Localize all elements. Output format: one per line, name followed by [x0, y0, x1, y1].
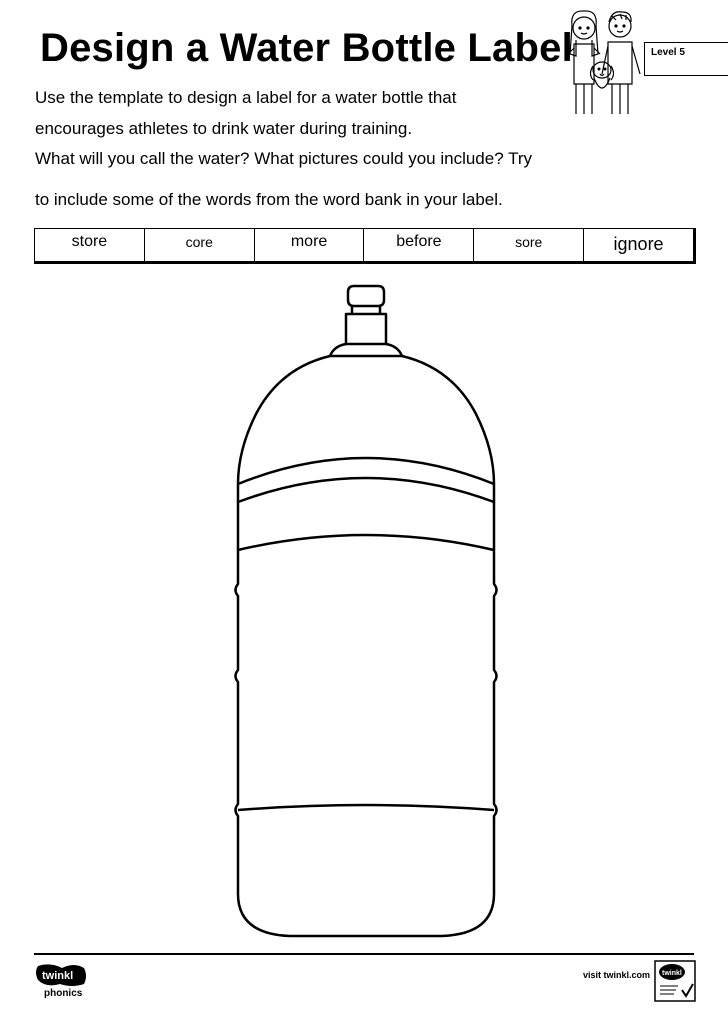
instruction-line-3: What will you call the water? What pictures could you include? Try	[35, 149, 533, 168]
footer-divider	[34, 953, 694, 955]
instruction-line-4: to include some of the words from the word bank in your label.	[35, 190, 503, 209]
children-with-dog-illustration	[562, 4, 644, 116]
word-bank-table	[34, 228, 696, 264]
quality-standard-badge	[654, 960, 696, 1002]
word-bank-cell: ignore	[613, 234, 664, 254]
instruction-line-1: Use the template to design a label for a water bottle that	[35, 88, 457, 107]
level-label: Level 5	[651, 47, 685, 58]
instruction-line-2: encourages athletes to drink water during training.	[35, 119, 413, 138]
badge-text: twinkl	[662, 970, 682, 977]
level-indicator	[644, 42, 728, 76]
word-bank-cell: more	[255, 229, 365, 261]
word-bank-cell: core	[145, 229, 255, 261]
word-bank-cell: sore	[474, 229, 584, 261]
visit-website-text: visit twinkl.com	[583, 970, 651, 980]
page-title: Design a Water Bottle Label	[40, 26, 573, 70]
logo-text-top: twinkl	[42, 970, 74, 982]
logo-text-bottom: phonics	[44, 988, 83, 999]
word-bank-cell: store	[35, 229, 145, 261]
word-bank-cell: before	[364, 229, 474, 261]
water-bottle-outline	[230, 284, 502, 944]
twinkl-phonics-logo	[34, 960, 98, 1002]
